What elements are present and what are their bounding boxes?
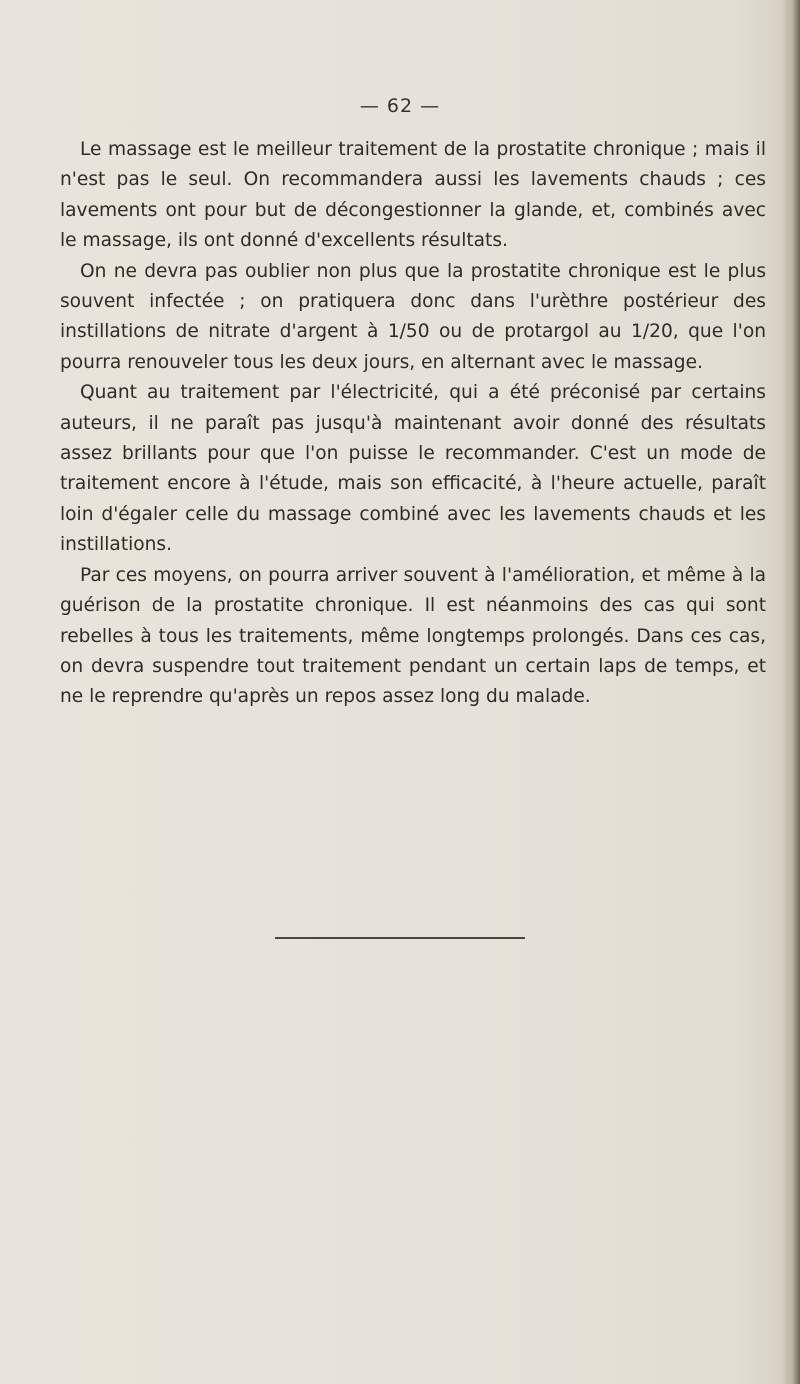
page-edge-shadow — [782, 0, 800, 1384]
page-number: — 62 — — [359, 95, 441, 117]
section-divider — [275, 937, 525, 939]
paragraph-4: Par ces moyens, on pourra arriver souvent à l'amélioration, et même à la guérison de la prostatite chronique. Il est néanmoins des cas qui sont rebelles à tous les traitements, même longtemps prolongés. Dans ces cas, on devra suspendre tout traitement pendant un certain laps de temps, et ne le reprendre qu'après un repos assez long du malade. — [60, 564, 766, 708]
paragraph-3: Quant au traitement par l'électricité, qui a été préconisé par certains auteurs, il ne paraît pas jusqu'à maintenant avoir donné des résultats assez brillants pour que l'on puisse le recommander. C'est un mode de traitement encore à l'étude, mais son efficacité, à l'heure actuelle, paraît loin d'égaler celle du massage combiné avec les lavements chauds et les instillations. — [60, 382, 766, 556]
body-text — [60, 135, 766, 713]
paragraph-1: Le massage est le meilleur traitement de la prostatite chronique ; mais il n'est pas le seul. On recommandera aussi les lavements chauds ; ces lavements ont pour but de décongestionner la glande, et, combinés avec le massage, ils ont donné d'excellents résultats. — [60, 139, 766, 252]
paragraph-2: On ne devra pas oublier non plus que la prostatite chronique est le plus souvent infectée ; on pratiquera donc dans l'urèthre postérieur des instillations de nitrate d'argent à 1/50 ou de protargol au 1/20, que l'on pourra renouveler tous les deux jours, en alternant avec le massage. — [60, 260, 766, 373]
